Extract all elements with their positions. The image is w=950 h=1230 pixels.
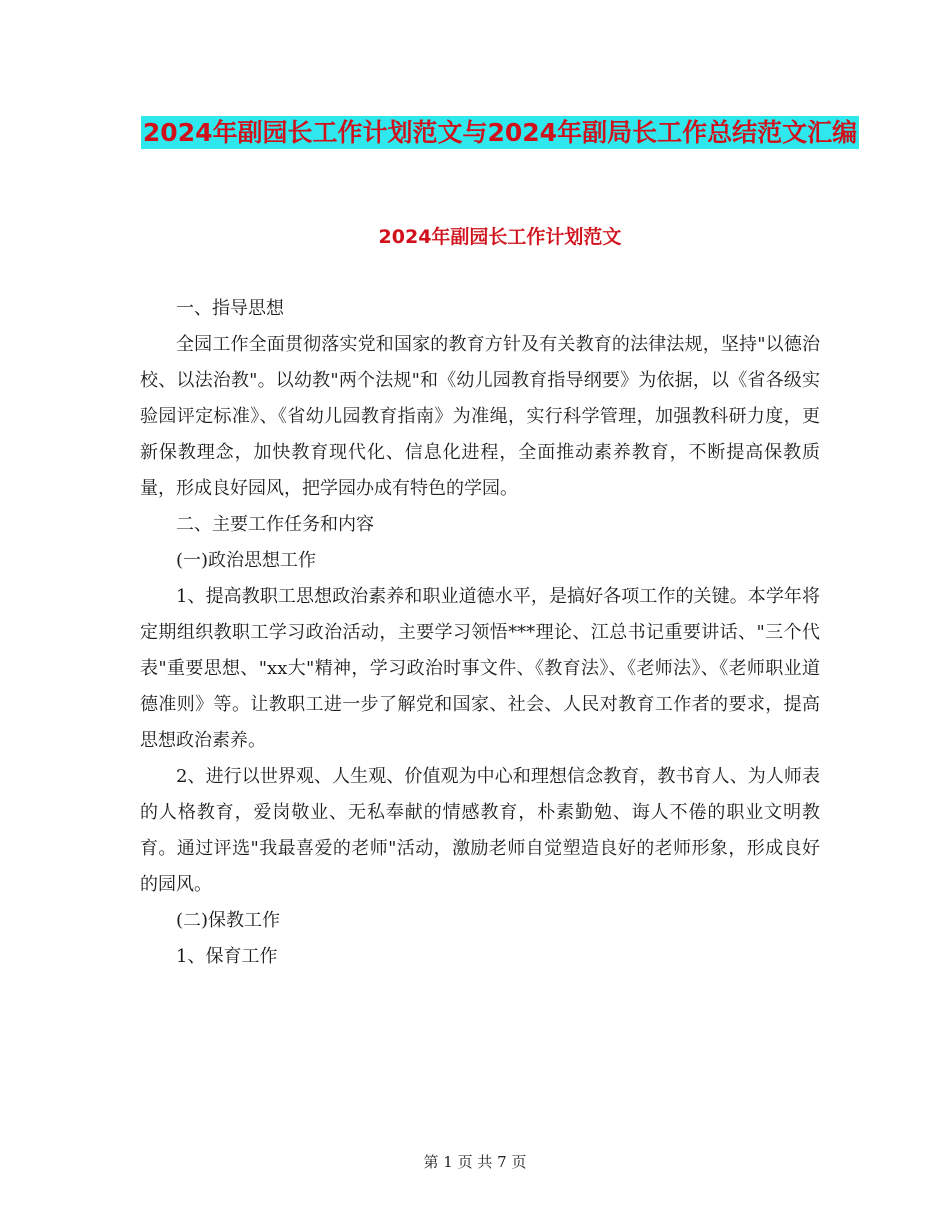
paragraph-political-1: 1、提高教职工思想政治素养和职业道德水平，是搞好各项工作的关键。本学年将定期组织教职工学习政治活动，主要学习领悟***理论、江总书记重要讲话、"三个代表"重要思想、"xx大"精神，学习政治时事文件、《教育法》、《老师法》、《老师职业道德准则》等。让教职工进一步了解党和国家、社会、人民对教育工作者的要求，提高思想政治素养。 — [140, 586, 820, 751]
document-body — [140, 291, 820, 975]
document-title-block — [140, 110, 860, 156]
subheading-political-work: (一)政治思想工作 — [176, 550, 317, 571]
section-title: 2024年副园长工作计划范文 — [378, 226, 622, 248]
document-title: 2024年副园长工作计划范文与2024年副局长工作总结范文汇编 — [142, 118, 858, 147]
heading-main-tasks: 二、主要工作任务和内容 — [176, 514, 374, 535]
paragraph-political-2: 2、进行以世界观、人生观、价值观为中心和理想信念教育，教书育人、为人师表的人格教育，爱岗敬业、无私奉献的情感教育，朴素勤勉、诲人不倦的职业文明教育。通过评选"我最喜爱的老师"活动，激励老师自觉塑造良好的老师形象，形成良好的园风。 — [140, 766, 820, 895]
subheading-care-education: (二)保教工作 — [176, 910, 281, 931]
paragraph-guiding-ideology: 全园工作全面贯彻落实党和国家的教育方针及有关教育的法律法规，坚持"以德治校、以法治教"。以幼教"两个法规"和《幼儿园教育指导纲要》为依据，以《省各级实验园评定标准》、《省幼儿园教育指南》为准绳，实行科学管理，加强教科研力度，更新保教理念，加快教育现代化、信息化进程，全面推动素养教育，不断提高保教质量，形成良好园风，把学园办成有特色的学园。 — [140, 334, 820, 499]
page-footer: 第 1 页 共 7 页 — [423, 1153, 527, 1171]
subheading-nursing-work: 1、保育工作 — [176, 946, 278, 967]
heading-guiding-ideology: 一、指导思想 — [176, 298, 284, 319]
